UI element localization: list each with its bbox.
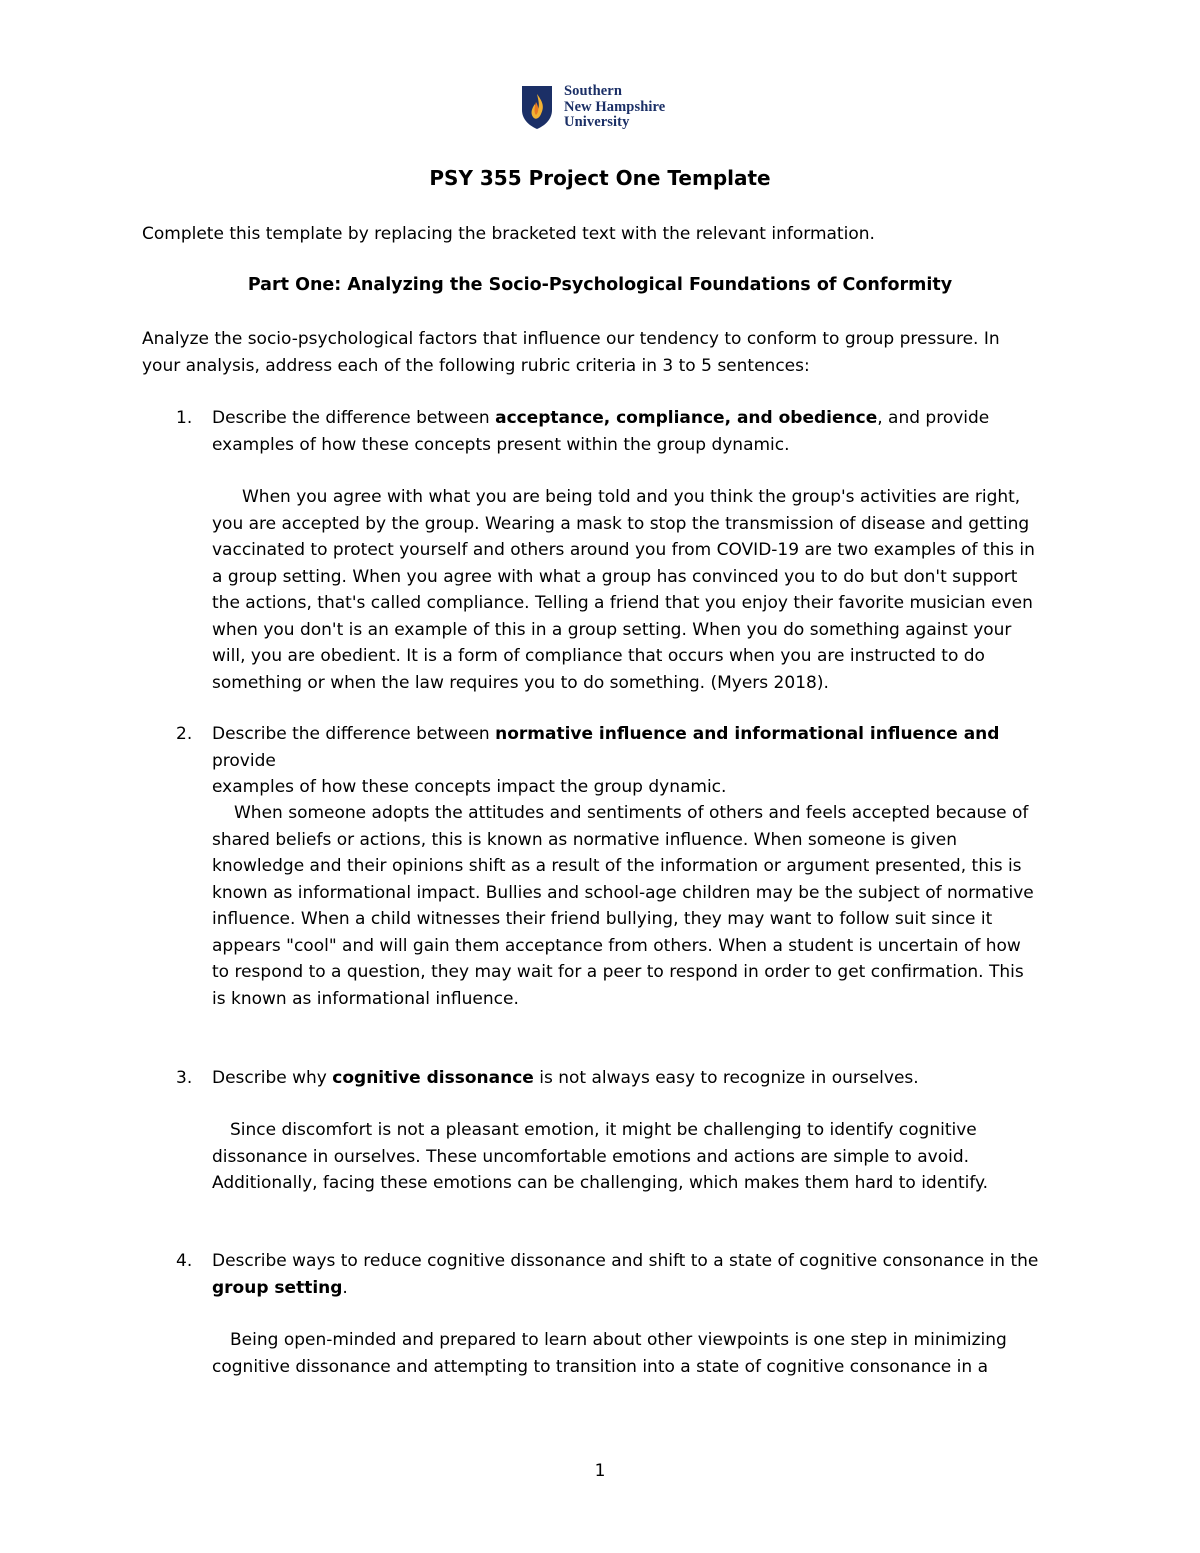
- answer-line: a group setting. When you agree with what a group has convinced you to do but don't support: [212, 566, 1018, 587]
- instruction-text: Complete this template by replacing the bracketed text with the relevant information.: [142, 224, 875, 244]
- answer-line: When you agree with what you are being told and you think the group's activities are right,: [242, 487, 1021, 507]
- item-prompt: [212, 1065, 1062, 1092]
- page-number: 1: [594, 1461, 606, 1481]
- prompt-bold-term: group setting: [212, 1277, 343, 1298]
- intro-paragraph: [142, 326, 1062, 379]
- logo-line-1: Southern: [564, 83, 623, 99]
- answer-line: Since discomfort is not a pleasant emotion, it might be challenging to identify cognitive: [230, 1120, 977, 1140]
- part-heading: Part One: Analyzing the Socio-Psychological Foundations of Conformity: [247, 275, 953, 295]
- item-prompt: [212, 1248, 1062, 1301]
- answer-2: [212, 800, 1072, 1012]
- answer-line: when you don't is an example of this in a group setting. When you do something against your: [212, 619, 1012, 640]
- prompt-text: , and provide: [877, 408, 990, 428]
- prompt-text-line2: examples of how these concepts present within the group dynamic.: [212, 434, 790, 455]
- item-prompt: [212, 721, 1062, 801]
- answer-line: Being open-minded and prepared to learn about other viewpoints is one step in minimizing: [230, 1330, 1007, 1350]
- prompt-text-line2: examples of how these concepts impact the group dynamic.: [212, 777, 727, 797]
- item-number: 4.: [176, 1251, 193, 1271]
- prompt-bold-term: cognitive dissonance: [332, 1068, 534, 1088]
- prompt-text: Describe ways to reduce cognitive dissonance and shift to a state of cognitive consonance in the: [212, 1251, 1039, 1271]
- prompt-bold-term: acceptance, compliance, and obedience: [495, 408, 878, 428]
- answer-line: Additionally, facing these emotions can be challenging, which makes them hard to identify.: [212, 1173, 989, 1193]
- prompt-text: Describe the difference between: [212, 408, 496, 428]
- answer-line: vaccinated to protect yourself and others around you from COVID-19 are two examples of this in: [212, 540, 1035, 560]
- answer-line: cognitive dissonance and attempting to transition into a state of cognitive consonance in a: [212, 1356, 988, 1377]
- prompt-text: is not always easy to recognize in ourselves.: [533, 1068, 919, 1088]
- answer-line: influence. When a child witnesses their friend bullying, they may want to follow suit since it: [212, 909, 993, 929]
- prompt-text: .: [342, 1277, 348, 1298]
- item-prompt: [212, 405, 1062, 458]
- answer-line: dissonance in ourselves. These uncomfortable emotions and actions are simple to avoid.: [212, 1146, 970, 1167]
- intro-line: Analyze the socio-psychological factors that influence our tendency to conform to group pressure. In: [142, 329, 1000, 349]
- answer-line: is known as informational influence.: [212, 988, 519, 1009]
- logo-line-2: New Hampshire: [564, 98, 666, 115]
- item-number: 2.: [176, 724, 193, 744]
- answer-line: the actions, that's called compliance. Telling a friend that you enjoy their favorite musician even: [212, 593, 1033, 613]
- answer-line: knowledge and their opinions shift as a result of the information or argument presented, this is: [212, 856, 1022, 876]
- answer-line: When someone adopts the attitudes and sentiments of others and feels accepted because of: [234, 803, 1029, 823]
- flame-shield-icon: [520, 84, 554, 130]
- answer-line: to respond to a question, they may wait for a peer to respond in order to get confirmation. This: [212, 962, 1024, 982]
- university-logo: [520, 84, 665, 131]
- answer-line: you are accepted by the group. Wearing a mask to stop the transmission of disease and getting: [212, 513, 1030, 534]
- intro-line: your analysis, address each of the following rubric criteria in 3 to 5 sentences:: [142, 355, 810, 376]
- answer-3: [212, 1117, 1072, 1197]
- prompt-bold-term: normative influence and informational influence and: [495, 724, 1000, 744]
- item-number: 1.: [176, 408, 193, 428]
- answer-line: known as informational impact. Bullies and school-age children may be the subject of normative: [212, 882, 1034, 903]
- answer-line: shared beliefs or actions, this is known as normative influence. When someone is given: [212, 829, 958, 850]
- document-title: PSY 355 Project One Template: [429, 166, 771, 190]
- prompt-text: Describe why: [212, 1068, 333, 1088]
- logo-line-3: University: [564, 114, 630, 130]
- answer-4: [212, 1327, 1072, 1380]
- item-number: 3.: [176, 1068, 193, 1088]
- answer-line: will, you are obedient. It is a form of compliance that occurs when you are instructed to do: [212, 646, 985, 666]
- answer-line: appears "cool" and will gain them acceptance from others. When a student is uncertain of how: [212, 935, 1021, 956]
- answer-1: [212, 484, 1072, 696]
- university-name: [564, 84, 665, 131]
- prompt-text: provide: [212, 750, 276, 771]
- answer-line: something or when the law requires you to do something. (Myers 2018).: [212, 672, 829, 693]
- prompt-text: Describe the difference between: [212, 724, 496, 744]
